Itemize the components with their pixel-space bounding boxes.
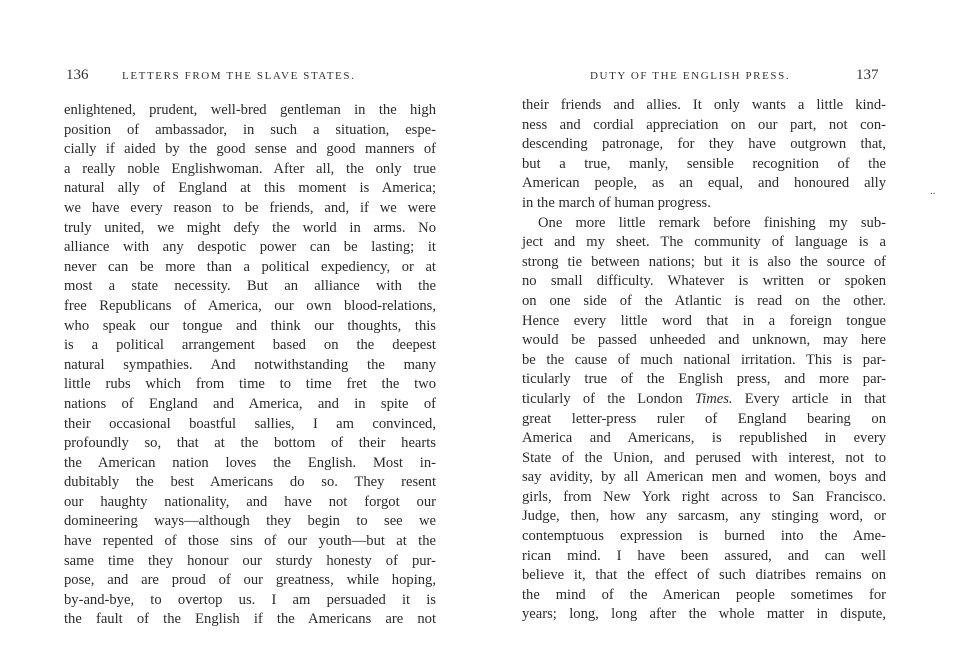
text-line: ticularly true of the English press, and more par- bbox=[522, 371, 886, 388]
text-line: the fault of the English if the Americans are not bbox=[64, 611, 436, 628]
text-line: rican mind. I have been assured, and can well bbox=[522, 547, 886, 564]
text-line: State of the Union, and perused with interest, not to bbox=[522, 449, 886, 466]
text-line: our haughty nationality, and have not forgot our bbox=[64, 493, 436, 510]
text-line: strong tie between nations; but it is also the source of bbox=[522, 253, 886, 270]
text-line: America and Americans, is republished in every bbox=[522, 430, 886, 447]
text-line: is a political arrangement based on the deepest bbox=[64, 337, 436, 354]
text-line-times bbox=[522, 390, 886, 410]
text-line: Judge, then, how any sarcasm, any stinging word, or bbox=[522, 508, 886, 525]
text-line: have repented of those sins of our youth—but at the bbox=[64, 533, 436, 550]
text-line: domineering ways—although they begin to see we bbox=[64, 513, 436, 530]
text-line: American people, as an equal, and honoured ally bbox=[522, 175, 886, 192]
text-line: little rubs which from time to time fret the two bbox=[64, 376, 436, 393]
text-line: no small difficulty. Whatever is written or spoken bbox=[522, 273, 886, 290]
text-line: Hence every little word that in a foreign tongue bbox=[522, 312, 886, 329]
text-line: be the cause of much national irritation. This is par- bbox=[522, 351, 886, 368]
margin-mark: .. bbox=[930, 185, 936, 197]
text-line: their friends and allies. It only wants a little kind- bbox=[522, 97, 886, 113]
left-page-number: 136 bbox=[66, 67, 89, 83]
text-line-part: ticularly of the London bbox=[522, 390, 695, 407]
text-line: dubitably the best Americans do so. They resent bbox=[64, 474, 436, 491]
right-page-number: 137 bbox=[856, 67, 879, 83]
text-line: by-and-bye, to overtop us. I am persuaded it is bbox=[64, 591, 436, 608]
text-line: alliance with any despotic power can be lasting; it bbox=[64, 239, 436, 256]
text-line: truly united, we might defy the world in arms. No bbox=[64, 219, 436, 236]
text-line: a really noble Englishwoman. After all, the only true bbox=[64, 160, 436, 177]
text-line: their occasional boastful sallies, I am convinced, bbox=[64, 415, 436, 432]
right-running-head: DUTY OF THE ENGLISH PRESS. bbox=[590, 70, 791, 82]
text-line: on one side of the Atlantic is read on the other. bbox=[522, 292, 886, 309]
text-line: would be passed unheeded and unknown, may here bbox=[522, 332, 886, 349]
text-line: believe it, that the effect of such diatribes remains on bbox=[522, 567, 886, 584]
text-line: natural sympathies. And notwithstanding the many bbox=[64, 356, 436, 373]
text-line: who speak our tongue and think our thoughts, this bbox=[64, 317, 436, 334]
text-line: free Republicans of America, our own blood-relations, bbox=[64, 297, 436, 314]
text-line-part: Every article in that bbox=[732, 390, 886, 407]
text-line: but a true, manly, sensible recognition of the bbox=[522, 155, 886, 172]
times-title: Times. bbox=[694, 390, 733, 407]
text-line: pose, and are proud of our greatness, while hoping, bbox=[64, 572, 436, 589]
text-line: say avidity, by all American men and women, boys and bbox=[522, 469, 886, 486]
text-line: ject and my sheet. The community of language is a bbox=[522, 234, 886, 251]
left-page-body bbox=[64, 101, 436, 630]
text-line: the American nation loves the English. Most in- bbox=[64, 454, 436, 471]
text-line: enlightened, prudent, well-bred gentleman in the high bbox=[64, 102, 436, 118]
text-line: One more little remark before finishing my sub- bbox=[538, 214, 886, 231]
text-line: in the march of human progress. bbox=[522, 194, 711, 211]
text-line: natural ally of England at this moment is America; bbox=[64, 180, 436, 197]
text-line: great letter-press ruler of England bearing on bbox=[522, 410, 886, 427]
text-line: we have every reason to be friends, and, if we were bbox=[64, 199, 436, 216]
text-line: profoundly so, that at the bottom of their hearts bbox=[64, 435, 436, 452]
text-line: ness and cordial appreciation on our part, not con- bbox=[522, 116, 886, 133]
text-line: the mind of the American people sometimes for bbox=[522, 586, 886, 603]
text-line: never can be more than a political expediency, or at bbox=[64, 258, 436, 275]
text-line: contemptuous expression is burned into the Ame- bbox=[522, 528, 886, 545]
text-line: girls, from New York right across to San Francisco. bbox=[522, 488, 886, 505]
text-line: most a state necessity. But an alliance with the bbox=[64, 278, 436, 295]
text-line: same time they honour our sturdy honesty of pur- bbox=[64, 552, 436, 569]
left-running-head: LETTERS FROM THE SLAVE STATES. bbox=[122, 70, 356, 82]
text-line: cially if aided by the good sense and good manners of bbox=[64, 141, 436, 158]
text-line: years; long, long after the whole matter in dispute, bbox=[522, 606, 886, 623]
text-line: position of ambassador, in such a situation, espe- bbox=[64, 121, 436, 138]
text-line: descending patronage, for they have outgrown that, bbox=[522, 136, 886, 153]
right-page bbox=[490, 0, 980, 668]
text-line: nations of England and America, and in spite of bbox=[64, 395, 436, 412]
right-page-body bbox=[522, 96, 886, 625]
